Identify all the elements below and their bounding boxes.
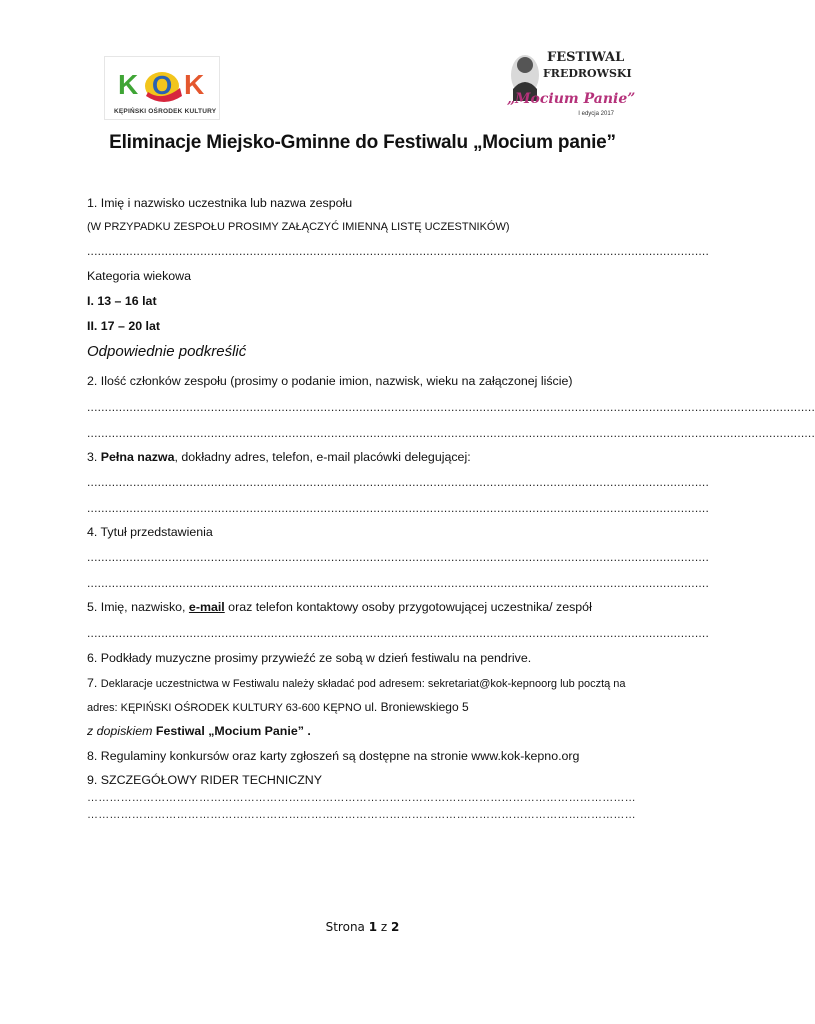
section9-label: 9. SZCZEGÓŁOWY RIDER TECHNICZNY [87, 773, 322, 787]
category-2[interactable]: II. 17 – 20 lat [87, 319, 161, 333]
section5-prefix: 5. Imię, nazwisko, [87, 600, 189, 614]
page-footer [0, 920, 725, 934]
section7-ital: z dopiskiem [87, 724, 156, 738]
kok-letter-o: O [152, 70, 173, 100]
answer-line-3a[interactable]: ................................................................................................................................................................................ [87, 475, 709, 489]
section3-rest: , dokładny adres, telefon, e-mail placówki delegującej: [174, 450, 471, 464]
answer-line-2a[interactable]: .............................................................................................................................................................................................................. [87, 400, 815, 414]
section1-label: 1. Imię i nazwisko uczestnika lub nazwa zespołu [87, 196, 353, 210]
footer-total: 2 [391, 920, 400, 934]
answer-line-1[interactable]: ................................................................................................................................................................................ [87, 244, 709, 258]
answer-line-5[interactable]: ................................................................................................................................................................................ [87, 626, 709, 640]
kok-caption: KĘPIŃSKI OŚRODEK KULTURY [114, 108, 217, 115]
footer-page: 1 [368, 920, 378, 934]
section7-text1: Deklaracje uczestnictwa w Festiwalu należy składać pod adresem: sekretariat@kok-kepnoorg lub pocztą na [100, 678, 626, 690]
section7-bold: Festiwal „Mocium Panie” . [155, 724, 311, 738]
festival-line3: „Mocium Panie” [507, 91, 636, 107]
section7-line2 [87, 700, 469, 714]
section3-label [87, 450, 471, 464]
section7-line1 [87, 676, 626, 690]
kok-logo [104, 56, 220, 120]
category-1[interactable]: I. 13 – 16 lat [87, 294, 157, 308]
festival-logo-graphic [503, 45, 636, 119]
festival-line2: FREDROWSKI [543, 67, 632, 80]
page-title: Eliminacje Miejsko-Gminne do Festiwalu „Mocium panie” [109, 132, 616, 153]
section5-label [87, 600, 592, 614]
section7-text2b: ul. Broniewskiego 5 [364, 700, 469, 714]
section2-label: 2. Ilość członków zespołu (prosimy o podanie imion, nazwisk, wieku na załączonej liście) [87, 374, 573, 388]
section7-line3 [87, 724, 311, 738]
answer-line-3b[interactable]: ................................................................................................................................................................................ [87, 501, 709, 515]
answer-line-4b[interactable]: ................................................................................................................................................................................ [87, 576, 709, 590]
answer-line-4a[interactable]: ................................................................................................................................................................................ [87, 550, 709, 564]
section5-email: e-mail [188, 600, 225, 614]
festival-edition: I edycja 2017 [578, 111, 614, 117]
section3-prefix: 3. [87, 450, 101, 464]
kok-letter-k2: K [184, 69, 205, 100]
festival-line1: FESTIWAL [547, 50, 625, 65]
footer-prefix: Strona [325, 920, 369, 934]
section7-num: 7. [87, 676, 101, 690]
section5-rest: oraz telefon kontaktowy osoby przygotowującej uczestnika/ zespół [224, 600, 592, 614]
section4-label: 4. Tytuł przedstawienia [87, 525, 213, 539]
section8-label: 8. Regulaminy konkursów oraz karty zgłoszeń są dostępne na stronie www.kok-kepno.org [87, 749, 580, 763]
festival-logo [503, 45, 636, 119]
section6-label: 6. Podkłady muzyczne prosimy przywieźć ze sobą w dzień festiwalu na pendrive. [87, 651, 532, 665]
underline-note: Odpowiednie podkreślić [87, 343, 247, 360]
section7-text2: adres: KĘPIŃSKI OŚRODEK KULTURY 63-600 KĘPNO [87, 702, 365, 714]
answer-line-9b[interactable]: ………………………………………………………………………………………………………………………………… [87, 809, 636, 821]
category-label: Kategoria wiekowa [87, 269, 192, 283]
answer-line-9a[interactable]: ………………………………………………………………………………………………………………………………… [87, 792, 636, 804]
kok-letter-k1: K [118, 69, 139, 100]
section3-bold: Pełna nazwa [100, 450, 175, 464]
footer-sep: z [377, 920, 392, 934]
answer-line-2b[interactable]: .............................................................................................................................................................................................................. [87, 426, 815, 440]
section1-note: (W PRZYPADKU ZESPOŁU PROSIMY ZAŁĄCZYĆ IMIENNĄ LISTĘ UCZESTNIKÓW) [87, 221, 510, 233]
